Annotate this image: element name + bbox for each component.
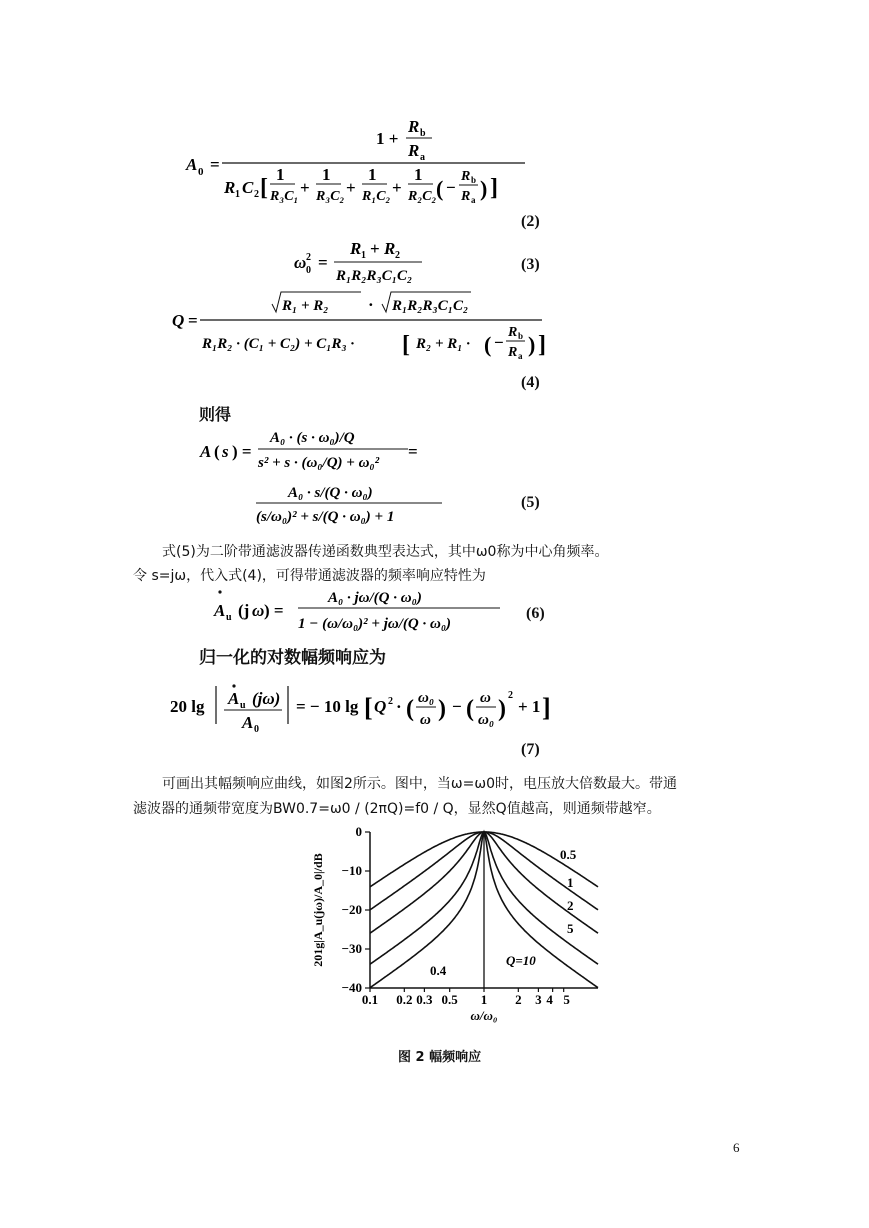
- svg-text:s: s: [222, 442, 229, 461]
- svg-text:2: 2: [508, 690, 513, 701]
- svg-text:+ 1: + 1: [518, 697, 541, 716]
- svg-text:ω: ω: [420, 712, 431, 728]
- svg-text:= − 10 lg: = − 10 lg: [296, 697, 359, 716]
- x-tick-label: 5: [563, 992, 570, 1007]
- svg-text:ω: ω: [480, 690, 491, 706]
- curve-label: 0.5: [560, 847, 577, 862]
- x-tick-label: 2: [515, 992, 522, 1007]
- svg-text:1 − (ω/ω₀)² + jω/(Q · ω₀): 1 − (ω/ω₀)² + jω/(Q · ω₀): [298, 616, 452, 632]
- figure-caption: 图 2 幅频响应: [398, 1050, 482, 1065]
- equation-5: [196, 425, 456, 535]
- svg-text:R₃C₁: R₃C₁: [270, 189, 299, 204]
- svg-text:A: A: [200, 442, 212, 461]
- svg-text:·: ·: [368, 295, 374, 314]
- equation-7-number: (7): [521, 741, 540, 758]
- x-tick-label: 4: [546, 992, 553, 1007]
- svg-text:(jω): (jω): [252, 689, 281, 708]
- svg-text:b: b: [471, 175, 477, 185]
- svg-text:Q: Q: [374, 697, 387, 716]
- svg-text:2: 2: [395, 250, 400, 261]
- svg-text:−: −: [494, 333, 504, 352]
- svg-text:A₀ · s/(Q · ω₀): A₀ · s/(Q · ω₀): [288, 485, 373, 501]
- svg-text:R₁R₂R₃C₁C₂: R₁R₂R₃C₁C₂: [336, 268, 413, 284]
- curve-label: Q=10: [506, 953, 536, 968]
- svg-text:2: 2: [388, 696, 393, 707]
- svg-text:(: (: [484, 332, 492, 357]
- svg-text:+: +: [392, 178, 402, 197]
- svg-text:[: [: [364, 693, 373, 722]
- svg-text:A: A: [214, 601, 226, 620]
- paragraph-1-line-2: 令 s=jω，代入式(4)，可得带通滤波器的频率响应特性为: [133, 568, 486, 584]
- svg-text:a: a: [518, 351, 523, 361]
- svg-text:R: R: [461, 169, 471, 184]
- svg-text:2: 2: [254, 189, 259, 200]
- curve-label: 0.4: [430, 963, 447, 978]
- curve-label: 1: [567, 875, 574, 890]
- svg-text:1: 1: [368, 165, 377, 184]
- x-axis-label: ω/ω₀: [470, 1008, 498, 1023]
- equation-7-svg: [168, 676, 568, 736]
- svg-text:A: A: [228, 689, 240, 708]
- equation-3: [290, 236, 460, 291]
- svg-text:A: A: [186, 155, 198, 174]
- svg-text:Q: Q: [172, 311, 185, 330]
- svg-text:+: +: [300, 178, 310, 197]
- paragraph-2-line-1: 可画出其幅频响应曲线，如图2所示。图中，当ω=ω0时，电压放大倍数最大。带通: [162, 776, 677, 792]
- svg-text:R₁R₂R₃C₁C₂: R₁R₂R₃C₁C₂: [392, 298, 469, 314]
- svg-text:[: [: [260, 175, 268, 201]
- svg-text:R₁C₂: R₁C₂: [362, 189, 391, 204]
- svg-text:): ): [438, 696, 446, 722]
- svg-text:R: R: [350, 239, 362, 258]
- svg-text:(s/ω₀)² + s/(Q · ω₀) + 1: (s/ω₀)² + s/(Q · ω₀) + 1: [256, 509, 395, 525]
- svg-text:ω₀: ω₀: [418, 690, 435, 706]
- svg-text:ω: ω: [252, 601, 265, 620]
- equation-7: [168, 676, 568, 741]
- equation-5-number: (5): [521, 494, 540, 511]
- y-tick-label: −30: [341, 941, 362, 956]
- svg-text:−: −: [452, 697, 462, 716]
- svg-text:) =: ) =: [264, 601, 284, 620]
- svg-text:(: (: [214, 442, 220, 461]
- svg-text:a: a: [420, 152, 425, 163]
- svg-text:R: R: [408, 141, 420, 160]
- svg-text:): ): [498, 696, 506, 722]
- svg-text:1 +: 1 +: [376, 129, 399, 148]
- x-tick-label: 0.1: [361, 992, 379, 1007]
- svg-text:0: 0: [198, 166, 204, 178]
- equation-4-svg: [172, 290, 552, 370]
- svg-text:s² + s · (ω₀/Q) + ω₀²: s² + s · (ω₀/Q) + ω₀²: [258, 455, 380, 471]
- svg-text:]: ]: [538, 332, 546, 358]
- svg-text:1: 1: [276, 165, 285, 184]
- svg-text:20 lg: 20 lg: [170, 697, 205, 716]
- paragraph-2-line-2: 滤波器的通频带宽度为BW0.7=ω0 / (2πQ)=f0 / Q，显然Q值越高，则通频带越窄。: [133, 801, 661, 817]
- svg-text:A: A: [242, 713, 254, 732]
- y-tick-label: −40: [341, 980, 362, 995]
- chart-labels: [311, 824, 577, 1023]
- equation-6-svg: [196, 586, 516, 636]
- x-tick-label: 0.5: [441, 992, 458, 1007]
- svg-text:·: ·: [396, 697, 402, 716]
- svg-text:R₁ + R₂: R₁ + R₂: [282, 298, 329, 314]
- svg-text:R₂C₂: R₂C₂: [408, 189, 437, 204]
- svg-text:R₂ + R₁ ·: R₂ + R₁ ·: [416, 336, 471, 352]
- svg-text:A₀ · (s · ω₀)/Q: A₀ · (s · ω₀)/Q: [270, 430, 355, 446]
- x-tick-label: 0.2: [396, 992, 413, 1007]
- svg-text:b: b: [420, 128, 426, 139]
- equation-4: [172, 290, 552, 375]
- svg-text:R₁R₂ · (C₁ + C₂) + C₁R₃ ·: R₁R₂ · (C₁ + C₂) + C₁R₃ ·: [202, 336, 355, 352]
- svg-text:1: 1: [235, 189, 240, 200]
- x-tick-label: 1: [480, 992, 488, 1007]
- svg-text:b: b: [518, 331, 524, 341]
- svg-text:=: =: [210, 155, 220, 174]
- equation-6-number: (6): [526, 605, 545, 622]
- svg-text:R: R: [461, 189, 471, 204]
- svg-text:ω: ω: [294, 253, 307, 272]
- svg-text:0: 0: [306, 265, 311, 276]
- x-tick-label: 0.3: [416, 992, 433, 1007]
- equation-5-svg: [196, 425, 456, 530]
- equation-3-number: (3): [521, 256, 540, 273]
- y-axis-label: 201g|A_u(jω)/A_0|/dB: [311, 853, 325, 967]
- svg-text:]: ]: [542, 693, 551, 722]
- svg-text:=: =: [188, 311, 198, 330]
- frequency-response-figure: [308, 822, 608, 1034]
- equation-3-svg: [290, 236, 460, 286]
- frequency-response-chart: [308, 822, 608, 1034]
- svg-text:+: +: [346, 178, 356, 197]
- svg-text:(: (: [436, 176, 444, 201]
- svg-text:0: 0: [254, 724, 259, 735]
- page-number: 6: [733, 1140, 740, 1155]
- equation-6: [196, 586, 516, 641]
- equation-4-number: (4): [521, 374, 540, 391]
- svg-text:R₃C₂: R₃C₂: [316, 189, 345, 204]
- svg-text:(: (: [466, 696, 474, 722]
- svg-text:1: 1: [414, 165, 423, 184]
- then-get-label: 则得: [199, 405, 232, 424]
- x-tick-label: 3: [535, 992, 542, 1007]
- paragraph-1-line-1: 式(5)为二阶带通滤波器传递函数典型表达式，其中ω0称为中心角频率。: [162, 544, 609, 560]
- svg-text:=: =: [318, 253, 328, 272]
- normalized-heading: 归一化的对数幅频响应为: [199, 648, 386, 668]
- svg-text:R: R: [384, 239, 396, 258]
- svg-text:1: 1: [361, 250, 366, 261]
- svg-text:]: ]: [490, 175, 498, 201]
- svg-text:R: R: [508, 325, 518, 340]
- svg-text:) =: ) =: [232, 442, 252, 461]
- svg-text:A₀ · jω/(Q · ω₀): A₀ · jω/(Q · ω₀): [328, 590, 422, 606]
- svg-text:1: 1: [322, 165, 331, 184]
- svg-text:[: [: [402, 332, 410, 358]
- svg-text:): ): [528, 332, 536, 357]
- svg-text:(j: (j: [238, 601, 250, 620]
- svg-text:u: u: [240, 700, 246, 711]
- y-tick-label: −20: [341, 902, 362, 917]
- svg-text:R: R: [408, 117, 420, 136]
- svg-text:+: +: [370, 239, 380, 258]
- svg-text:=: =: [408, 442, 418, 461]
- svg-text:−: −: [446, 178, 456, 197]
- svg-text:R: R: [508, 345, 518, 360]
- curve-label: 5: [567, 921, 574, 936]
- y-tick-label: 0: [355, 824, 362, 839]
- svg-text:R: R: [224, 178, 236, 197]
- svg-text:): ): [480, 176, 488, 201]
- svg-text:(: (: [406, 696, 414, 722]
- svg-text:u: u: [226, 612, 232, 623]
- svg-text:C: C: [242, 178, 254, 197]
- svg-text:2: 2: [306, 252, 311, 263]
- curve-label: 2: [567, 898, 574, 913]
- equation-2-number: (2): [521, 213, 540, 230]
- svg-text:ω₀: ω₀: [478, 712, 495, 728]
- svg-text:a: a: [471, 195, 476, 205]
- y-tick-label: −10: [341, 863, 362, 878]
